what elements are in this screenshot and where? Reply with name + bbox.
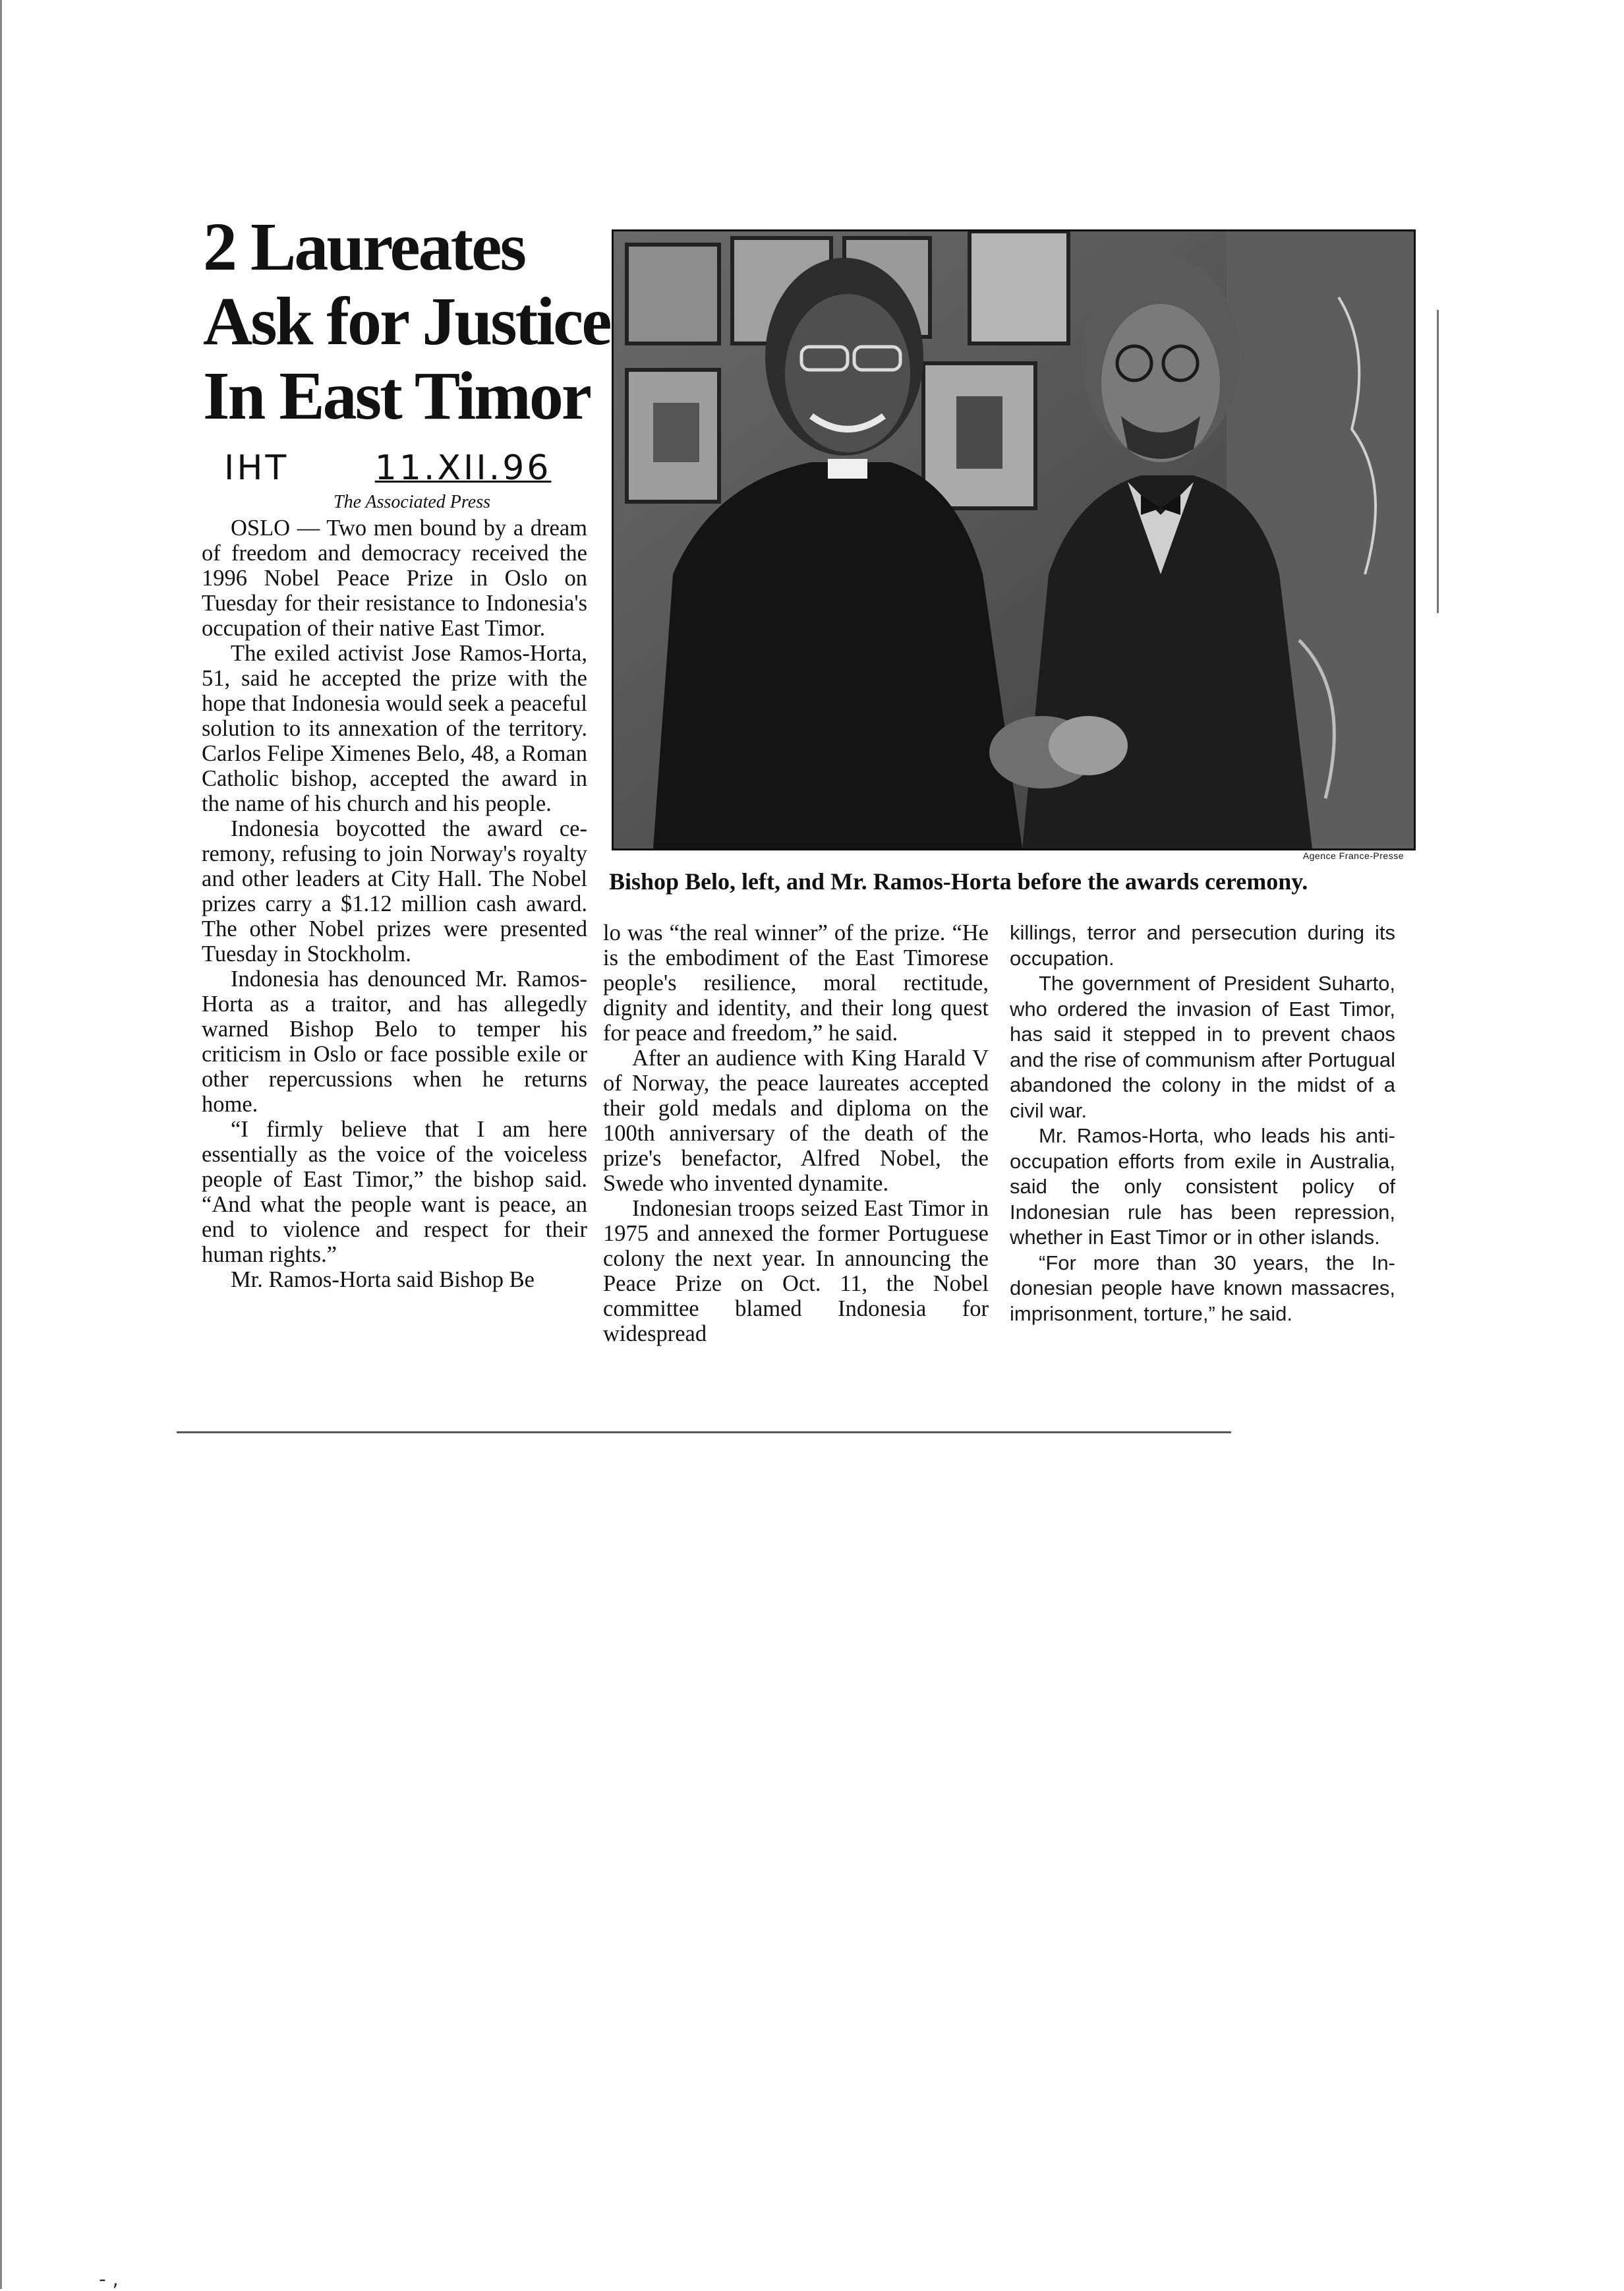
paragraph: After an audience with King Harald V of Norway, the peace laureates accepted their gold medals and diploma on the 100th anniversary of the death of the prize's benefactor, Alfred Nobel, the Swede who invented dynamite. bbox=[603, 1046, 989, 1196]
paragraph: “For more than 30 years, the Indonesian people have known massacres, imprisonment, torture,” he said. bbox=[1010, 1251, 1395, 1325]
paragraph: “I firmly believe that I am here essentially as the voice of the voiceless people of East Timor,” the bishop said. “And what the people want is peace, an end to violence and respect for their human rights.” bbox=[202, 1117, 587, 1267]
photo-caption: Bishop Belo, left, and Mr. Ramos-Horta before the awards ceremony. bbox=[609, 868, 1308, 895]
scan-artifact: - , bbox=[99, 2268, 119, 2291]
photo-credit: Agence France-Presse bbox=[1302, 850, 1404, 861]
paragraph: The exiled activist Jose Ramos-Horta, 51, said he accepted the prize with the hope that Indonesia would seek a peaceful solution to its annexation of the territory. Carlos Felipe Ximenes Belo, 48, a Roman Catholic bishop, accepted the award in the name of his church and his people. bbox=[202, 641, 587, 816]
headline bbox=[203, 209, 610, 434]
photo-image bbox=[614, 231, 1414, 848]
headline-line: Ask for Justice bbox=[203, 283, 610, 359]
handwritten-source: IHT bbox=[224, 448, 289, 488]
article-column-1 bbox=[202, 516, 587, 1292]
paragraph: Mr. Ramos-Horta said Bishop Be bbox=[231, 1267, 535, 1292]
paragraph: lo was “the real winner” of the prize. “He is the embodiment of the East Timorese people's resilience, moral rectitude, dignity and identity, and their long quest for peace and freedom,” he said. bbox=[603, 920, 989, 1046]
paragraph: Mr. Ramos-Horta, who leads his anti-occupation efforts from exile in Australia, said the only consistent policy of Indonesian rule has been repression, whether in East Timor or in other islands. bbox=[1010, 1124, 1395, 1249]
handwritten-annotation bbox=[224, 448, 551, 488]
paragraph: killings, terror and persecution during its occupation. bbox=[1010, 921, 1395, 970]
headline-line: 2 Laureates bbox=[203, 209, 525, 285]
handwritten-date: 11.XII.96 bbox=[374, 448, 552, 488]
scan-edge-line bbox=[1437, 310, 1439, 613]
paragraph: Indonesia has denounced Mr. Ramos-Horta as a traitor, and has allegedly warned Bishop Belo to temper his criticism in Oslo or face possible exile or other repercussions when he returns home. bbox=[202, 967, 587, 1117]
article-column-3 bbox=[1010, 920, 1395, 1326]
paragraph: Indonesian troops seized East Timor in 1975 and annexed the former Portuguese colony the next year. In announcing the Peace Prize on Oct. 11, the Nobel committee blamed Indonesia for widespread bbox=[603, 1196, 989, 1346]
paragraph: OSLO — Two men bound by a dream of freedom and democracy received the 1996 Nobel Peace Prize in Oslo on Tuesday for their resistance to Indonesia's occupation of their native East Timor. bbox=[202, 516, 587, 641]
paragraph: The government of President Suharto, who ordered the invasion of East Timor, has said it stepped in to prevent chaos and the rise of communism after Portugual abandoned the colony in the midst of a civil war. bbox=[1010, 972, 1395, 1122]
byline: The Associated Press bbox=[334, 492, 490, 512]
bottom-rule bbox=[177, 1431, 1231, 1433]
article-column-2 bbox=[603, 920, 989, 1346]
scan-edge-mark bbox=[0, 0, 2, 2289]
headline-line: In East Timor bbox=[203, 358, 591, 434]
paragraph: Indonesia boycotted the award ceremony, refusing to join Norway's royalty and other leaders at City Hall. The Nobel prizes carry a $1.12 million cash award. The other Nobel prizes were presented Tuesday in Stockholm. bbox=[202, 816, 587, 967]
news-photo bbox=[612, 229, 1416, 850]
